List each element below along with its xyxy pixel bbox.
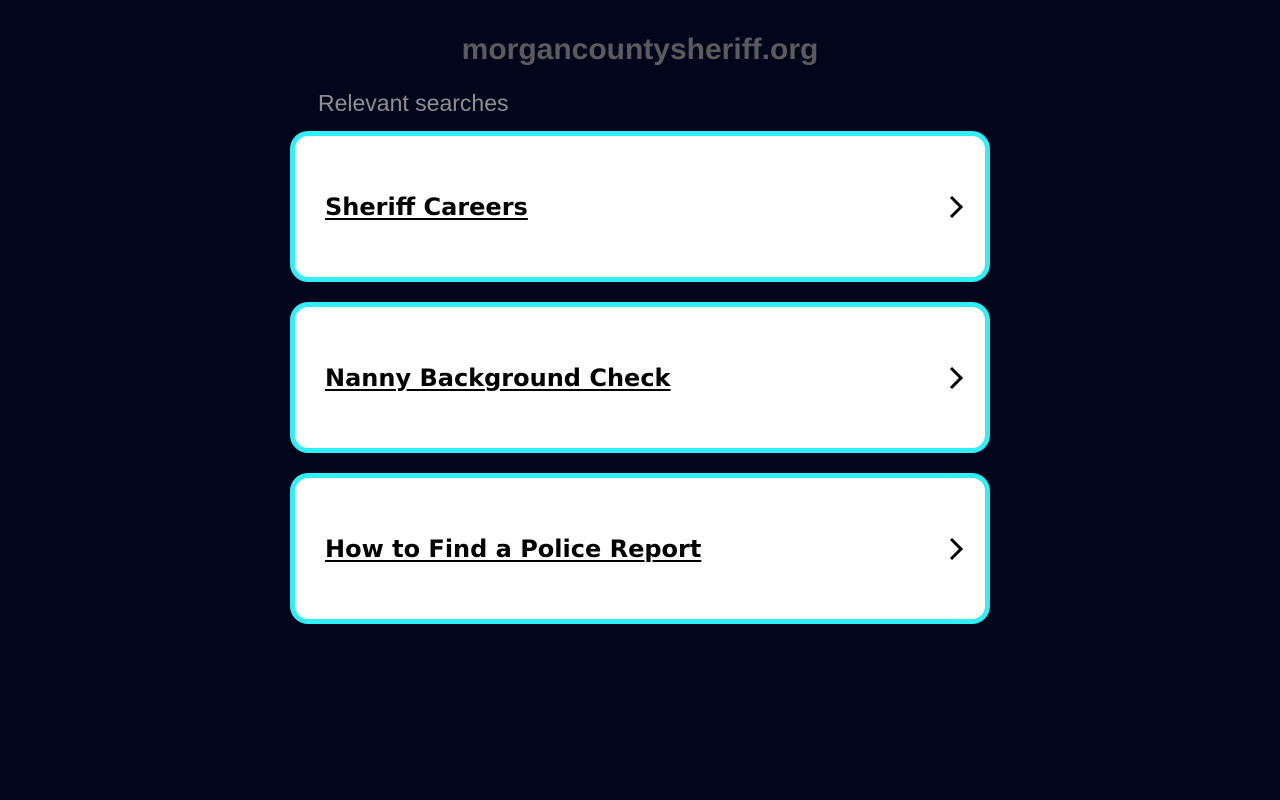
domain-title: morgancountysheriff.org [461,33,819,66]
chevron-right-icon [945,365,967,391]
chevron-right-icon [945,536,967,562]
search-result-police-report[interactable] [290,473,990,624]
relevant-searches-heading: Relevant searches [318,90,509,116]
search-results-list [290,131,990,644]
search-result-link[interactable]: Sheriff Careers [325,192,528,221]
search-result-nanny-background-check[interactable] [290,302,990,453]
chevron-right-icon [945,194,967,220]
search-result-sheriff-careers[interactable] [290,131,990,282]
search-result-link[interactable]: Nanny Background Check [325,363,671,392]
search-result-link[interactable]: How to Find a Police Report [325,534,702,563]
